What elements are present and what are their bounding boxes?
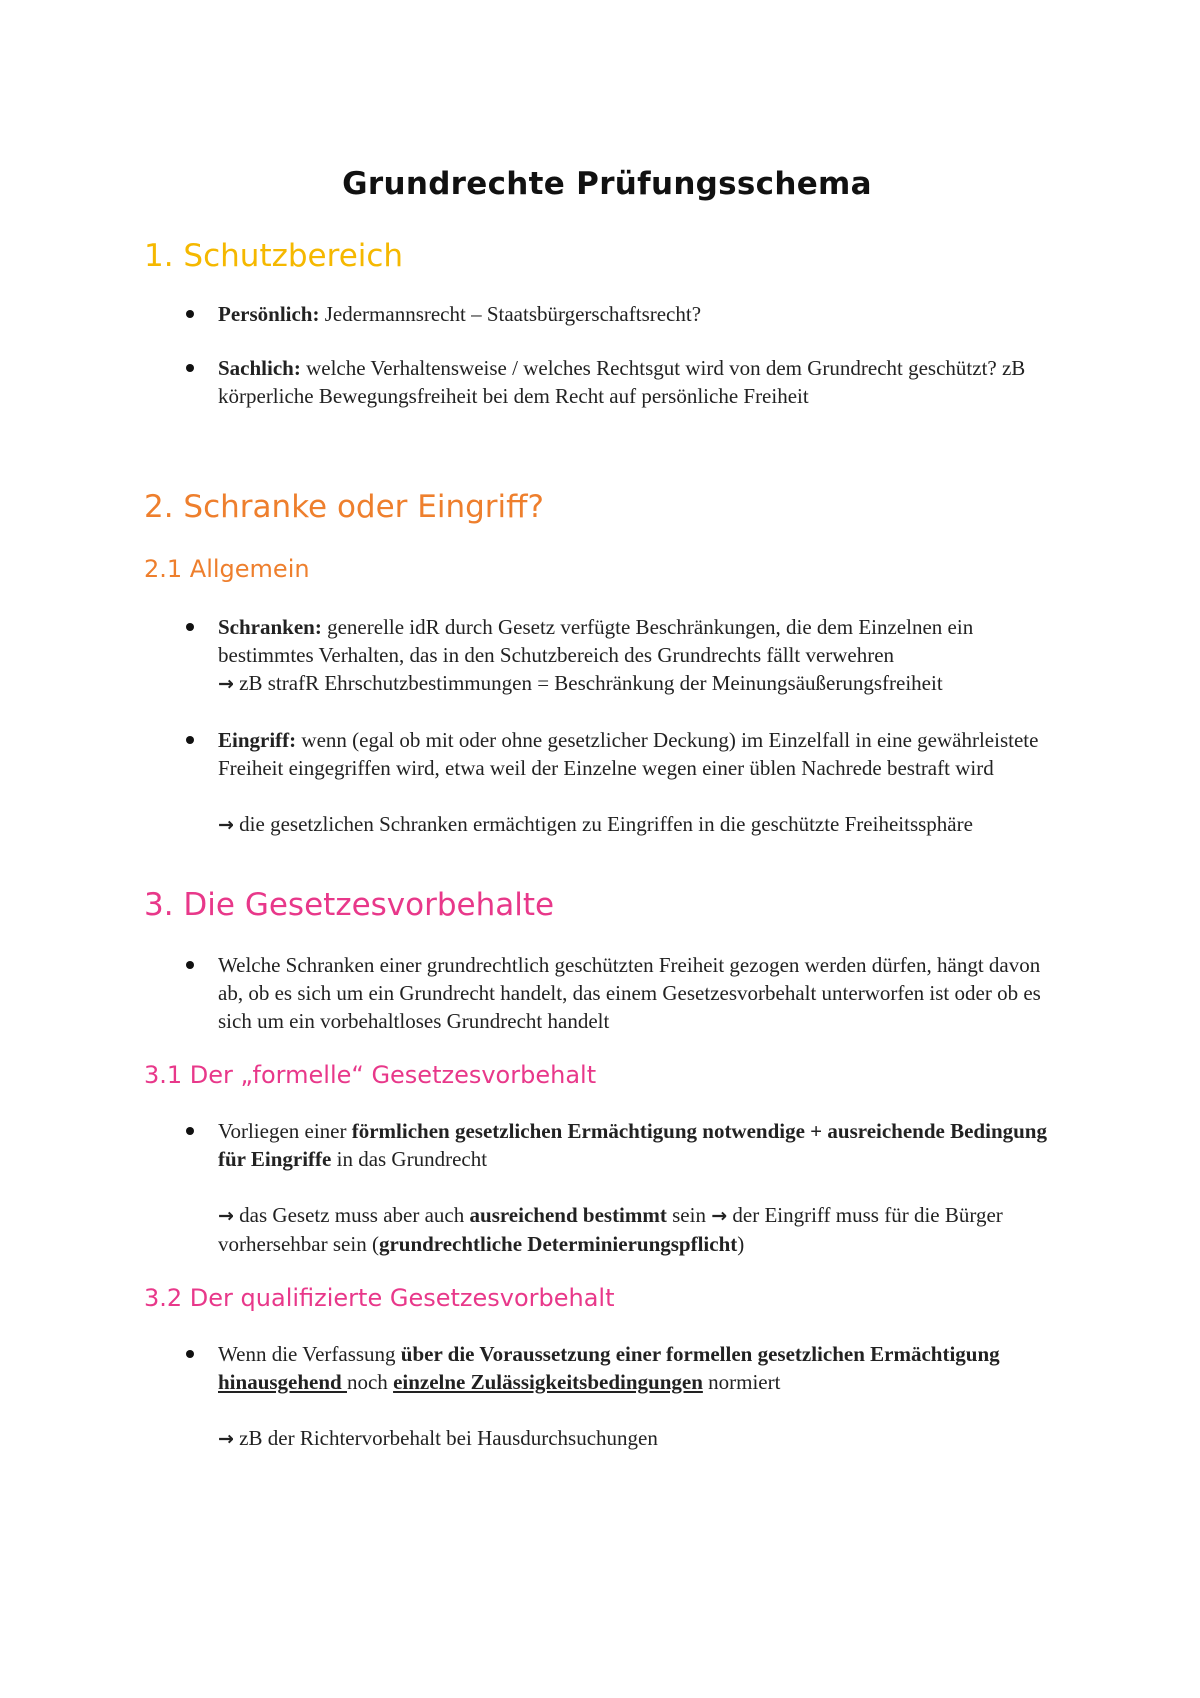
bold-label: Persönlich: <box>218 302 320 326</box>
bullet-icon <box>186 736 194 744</box>
section-3-2-heading: 3.2 Der qualifizierte Gesetzesvorbehalt <box>144 1284 615 1312</box>
arrow-icon: → <box>218 814 234 836</box>
list-item: Sachlich: welche Verhaltensweise / welches Rechtsgut wird von dem Grundrecht geschützt? zB körperliche Bewegungsfreiheit bei dem Recht auf persönliche Freiheit <box>144 354 1070 410</box>
list-item: Schranken: generelle idR durch Gesetz verfügte Beschränkungen, die dem Einzelnen ein bestimmtes Verhalten, das in den Schutzbereich des Grundrechts fällt verwehren → zB strafR Ehrschutzbestimmungen = Beschränkung der Meinungsäußerungsfreiheit <box>144 613 1070 698</box>
bullet-icon <box>186 1350 194 1358</box>
bold-label: Eingriff: <box>218 728 297 752</box>
list-item: Wenn die Verfassung über die Voraussetzung einer formellen gesetzlichen Ermächtigung hinausgehend noch einzelne Zulässigkeitsbedingungen normiert → zB der Richtervorbehalt bei Hausdurchsuchungen <box>144 1340 1070 1453</box>
section-1-list <box>144 300 1070 410</box>
arrow-icon: → <box>218 1428 234 1450</box>
arrow-icon: → <box>711 1205 728 1227</box>
section-3-list <box>144 951 1070 1035</box>
section-3-heading: 3. Die Gesetzesvorbehalte <box>144 887 555 923</box>
bullet-icon <box>186 623 194 631</box>
bold-label: Schranken: <box>218 615 322 639</box>
list-item: Welche Schranken einer grundrechtlich geschützten Freiheit gezogen werden dürfen, hängt davon ab, ob es sich um ein Grundrecht handelt, das einem Gesetzesvorbehalt unterworfen ist oder ob es sich um ein vorbehaltloses Grundrecht handelt <box>144 951 1070 1035</box>
bullet-icon <box>186 961 194 969</box>
list-item: Vorliegen einer förmlichen gesetzlichen Ermächtigung notwendige + ausreichende Bedingung für Eingriffe in das Grundrecht → das Gesetz muss aber auch ausreichend bestimmt sein → der Eingriff muss für die Bürger vorhersehbar sein (grundrechtliche Determinierungspflicht) <box>144 1117 1070 1258</box>
bullet-icon <box>186 1127 194 1135</box>
section-3-1-heading: 3.1 Der „formelle“ Gesetzesvorbehalt <box>144 1061 597 1089</box>
section-1-heading: 1. Schutzbereich <box>144 238 404 274</box>
sub-paragraph: → das Gesetz muss aber auch ausreichend bestimmt sein → der Eingriff muss für die Bürger vorhersehbar sein (grundrechtliche Determinierungspflicht) <box>218 1203 1003 1256</box>
bold-label: Sachlich: <box>218 356 301 380</box>
document-title: Grundrechte Prüfungsschema <box>342 166 872 202</box>
section-2-list <box>144 613 1070 839</box>
section-3-2-list <box>144 1340 1070 1453</box>
arrow-icon: → <box>218 673 234 695</box>
list-item: Persönlich: Jedermannsrecht – Staatsbürgerschaftsrecht? <box>144 300 1070 328</box>
arrow-icon: → <box>218 1205 234 1227</box>
sub-paragraph: → zB der Richtervorbehalt bei Hausdurchsuchungen <box>218 1426 658 1450</box>
sub-paragraph: → die gesetzlichen Schranken ermächtigen zu Eingriffen in die geschützte Freiheitssphäre <box>218 812 973 836</box>
bullet-icon <box>186 310 194 318</box>
section-2-heading: 2. Schranke oder Eingriff? <box>144 489 544 525</box>
bullet-icon <box>186 364 194 372</box>
list-item: Eingriff: wenn (egal ob mit oder ohne gesetzlicher Deckung) im Einzelfall in eine gewährleistete Freiheit eingegriffen wird, etwa weil der Einzelne wegen einer üblen Nachrede bestraft wird → die gesetzlichen Schranken ermächtigen zu Eingriffen in die geschützte Freiheitssphäre <box>144 726 1070 839</box>
section-3-1-list <box>144 1117 1070 1258</box>
section-2-1-heading: 2.1 Allgemein <box>144 555 310 583</box>
